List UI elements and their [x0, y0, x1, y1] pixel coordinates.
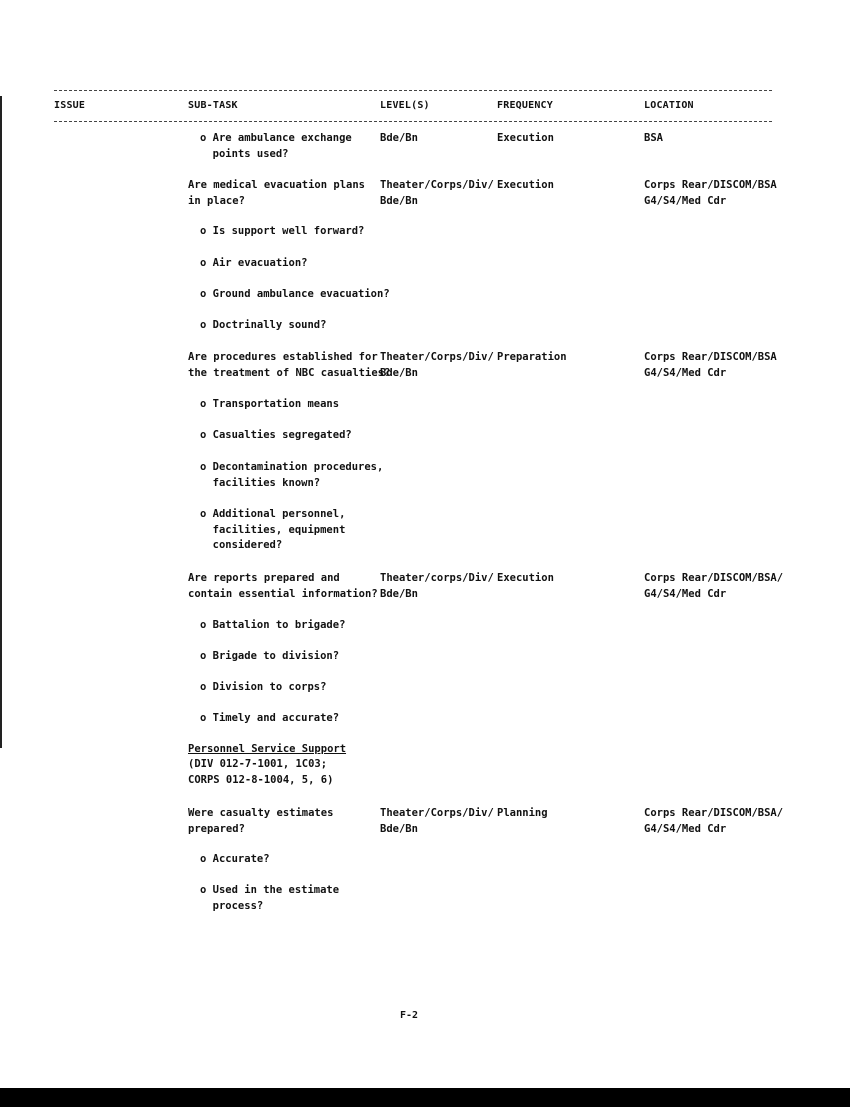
level-text: Theater/corps/Div/ Bde/Bn [380, 572, 494, 600]
header-issue: ISSUE [54, 100, 86, 111]
bullet-item: o Transportation means [200, 398, 340, 410]
header-location: LOCATION [644, 100, 694, 111]
header-subtask: SUB-TASK [188, 100, 238, 111]
bullet-item: o Accurate? [200, 853, 270, 865]
bullet-item: o Casualties segregated? [200, 429, 352, 441]
subtask-text: Were casualty estimates prepared? [188, 807, 334, 835]
bullet-item: o Used in the estimate process? [200, 884, 340, 912]
subtask-text: Are medical evacuation plans in place? [188, 179, 366, 207]
location-text: Corps Rear/DISCOM/BSA G4/S4/Med Cdr [644, 179, 777, 207]
frequency-text: Planning [497, 807, 548, 819]
top-rule [54, 90, 772, 91]
bullet-item: o Ground ambulance evacuation? [200, 288, 390, 300]
location-text: Corps Rear/DISCOM/BSA/ G4/S4/Med Cdr [644, 572, 784, 600]
bullet-item: o Timely and accurate? [200, 712, 340, 724]
level-text: Bde/Bn [380, 132, 418, 144]
frequency-text: Preparation [497, 351, 567, 363]
frequency-text: Execution [497, 572, 554, 584]
bullet-item: o Is support well forward? [200, 225, 365, 237]
subtask-text: o Are ambulance exchange points used? [200, 132, 352, 160]
bottom-border [0, 1088, 850, 1107]
location-text: Corps Rear/DISCOM/BSA/ G4/S4/Med Cdr [644, 807, 784, 835]
page-number: F-2 [400, 1010, 419, 1021]
left-margin-bar [0, 96, 2, 748]
level-text: Theater/Corps/Div/ Bde/Bn [380, 179, 494, 207]
level-text: Theater/Corps/Div/ Bde/Bn [380, 807, 494, 835]
section-title: Personnel Service Support [188, 743, 347, 755]
header-levels: LEVEL(S) [380, 100, 430, 111]
bullet-item: o Air evacuation? [200, 257, 308, 269]
bullet-item: o Division to corps? [200, 681, 327, 693]
bullet-item: o Battalion to brigade? [200, 619, 346, 631]
subtask-text: Are reports prepared and contain essential information? [188, 572, 378, 600]
location-text: Corps Rear/DISCOM/BSA G4/S4/Med Cdr [644, 351, 777, 379]
bullet-item: o Brigade to division? [200, 650, 340, 662]
header-frequency: FREQUENCY [497, 100, 553, 111]
subtask-text: Are procedures established for the treatment of NBC casualties? [188, 351, 391, 379]
bullet-item: o Doctrinally sound? [200, 319, 327, 331]
location-text: BSA [644, 132, 663, 144]
frequency-text: Execution [497, 132, 554, 144]
header-rule [54, 121, 772, 122]
level-text: Theater/Corps/Div/ Bde/Bn [380, 351, 494, 379]
frequency-text: Execution [497, 179, 554, 191]
bullet-item: o Additional personnel, facilities, equipment considered? [200, 508, 346, 551]
section-references: (DIV 012-7-1001, 1C03; CORPS 012-8-1004, 5, 6) [188, 758, 334, 786]
bullet-item: o Decontamination procedures, facilities known? [200, 461, 384, 489]
